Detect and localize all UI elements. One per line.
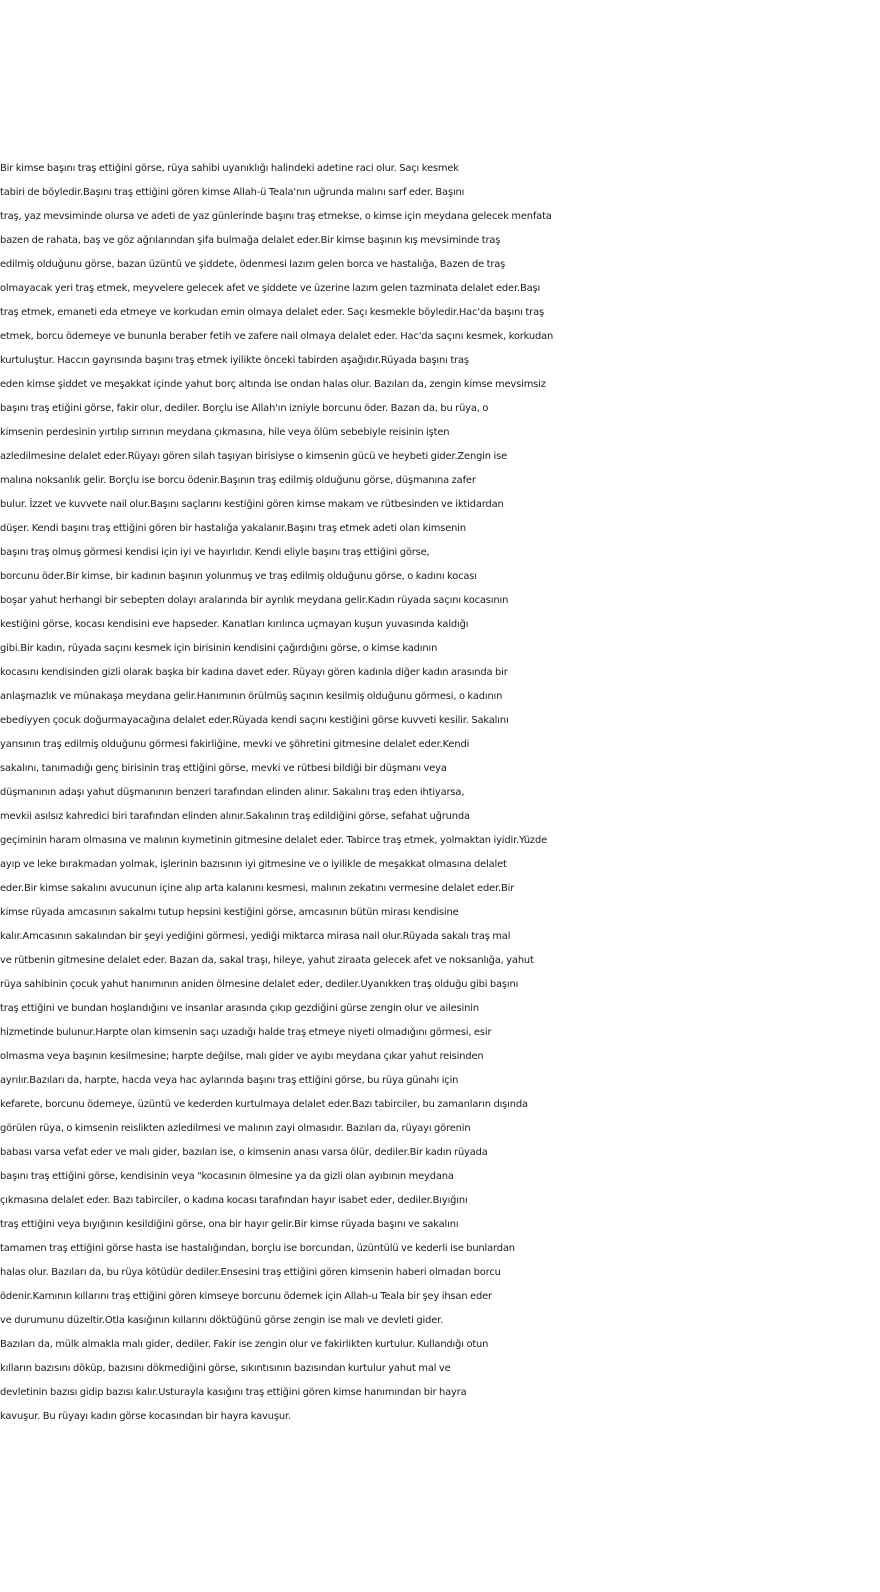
text-line: Bazıları da, mülk almakla malı gider, dediler. Fakir ise zengin olur ve fakirlikten kurtulur. Kullandığı otun [0,1339,489,1350]
text-line: kimse rüyada amcasının sakalmı tutup hepsini kestiğini görse, amcasının bütün mirası kendisine [0,907,459,918]
text-line: ayıp ve leke bırakmadan yolmak, işlerinin bazısının iyi gitmesine ve o iyilikle de meşakkat olmasına delalet [0,859,507,870]
text-line: eden kimse şiddet ve meşakkat içinde yahut borç altında ise ondan halas olur. Bazıları da, zengin kimse mevsimsiz [0,379,546,390]
text-line: etmek, borcu ödemeye ve bununla beraber fetih ve zafere nail olmaya delalet eder. Hac'da saçını kesmek, korkudan [0,331,554,342]
text-line: ve rütbenin gitmesine delalet eder. Bazan da, sakal traşı, hileye, yahut ziraata gelecek afet ve noksanlığa, yahut [0,955,534,966]
text-line: kestiğini görse, kocası kendisini eve hapseder. Kanatları kırılınca uçmayan kuşun yuvasında kaldığı [0,619,469,630]
text-line: kimsenin perdesinin yırtılıp sırrının meydana çıkmasına, hile veya ölüm sebebiyle reisinin işten [0,427,450,438]
text-line: azledilmesine delalet eder.Rüyayı gören silah taşıyan birisiyse o kimsenin gücü ve heybeti gider.Zengin ise [0,451,508,462]
text-line: tamamen traş ettiğini görse hasta ise hastalığından, borçlu ise borcundan, üzüntülü ve kederli ise bunlardan [0,1243,515,1254]
text-line: kalır.Amcasının sakalından bir şeyi yediğini görmesi, yediği miktarca mirasa nail olur.Rüyada sakalı traş mal [0,931,511,942]
text-line: ebediyyen çocuk doğurmayacağına delalet eder.Rüyada kendi saçını kestiğini görse kuvveti kesilir. Sakalını [0,715,509,726]
dream-interpretation-text [0,157,880,1429]
text-line: tabiri de böyledir.Başını traş ettiğini gören kimse Allah-ü Teala'nın uğrunda malını sarf eder. Başını [0,187,465,198]
text-line: boşar yahut herhangi bir sebepten dolayı aralarında bir ayrılık meydana gelir.Kadın rüyada saçını kocasının [0,595,509,606]
text-line: olmasma veya başının kesilmesine; harpte değilse, malı gider ve ayıbı meydana çıkar yahut reisinden [0,1051,484,1062]
text-line: ayrılır.Bazıları da, harpte, hacda veya hac aylarında başını traş ettiğini görse, bu rüya günahı için [0,1075,459,1086]
text-line: traş, yaz mevsiminde olursa ve adeti de yaz günlerinde başını traş etmekse, o kimse için meydana gelecek menfata [0,211,552,222]
text-line: başını traş ettiğini görse, kendisinin veya "kocasının ölmesine ya da gizli olan ayıbının meydana [0,1171,454,1182]
text-line: malına noksanlık gelir. Borçlu ise borcu ödenir.Başının traş edilmiş olduğunu görse, düşmanına zafer [0,475,476,486]
text-line: geçiminin haram olmasına ve malının kıymetinin gitmesine delalet eder. Tabirce traş etmek, yolmaktan iyidir.Yüzde [0,835,548,846]
text-line: görülen rüya, o kimsenin reislikten azledilmesi ve malının zayi olmasıdır. Bazıları da, rüyayı görenin [0,1123,471,1134]
text-line: sakalını, tanımadığı genç birisinin traş ettiğini görse, mevki ve rütbesi bildiği bir düşmanı veya [0,763,447,774]
text-line: hizmetinde bulunur.Harpte olan kimsenin saçı uzadığı halde traş etmeye niyeti olmadığını görmesi, esir [0,1027,492,1038]
text-line: babası varsa vefat eder ve malı gider, bazıları ise, o kimsenin anası varsa ölür, dediler.Bir kadın rüyada [0,1147,488,1158]
text-line: düşer. Kendi başını traş ettiğini gören bir hastalığa yakalanır.Başını traş etmek adeti olan kimsenin [0,523,466,534]
text-line: gibi.Bir kadın, rüyada saçını kesmek için birisinin kendisini çağırdığını görse, o kimse kadının [0,643,438,654]
text-line: başını traş etiğini görse, fakir olur, dediler. Borçlu ise Allah'ın izniyle borcunu öder. Bazan da, bu rüya, o [0,403,489,414]
text-line: ve durumunu düzeltir.Otla kasığının kıllarını döktüğünü görse zengin ise malı ve devleti gider. [0,1315,444,1326]
text-line: anlaşmazlık ve münakaşa meydana gelir.Hanımının örülmüş saçının kesilmiş olduğunu görmesi, o kadının [0,691,503,702]
text-line: eder.Bir kimse sakalını avucunun içine alıp arta kalanını kesmesi, malının zekatını vermesine delalet eder.Bir [0,883,515,894]
text-line: düşmanının adaşı yahut düşmanının benzeri tarafından elinden alınır. Sakalını traş eden ihtiyarsa, [0,787,465,798]
text-line: kavuşur. Bu rüyayı kadın görse kocasından bir hayra kavuşur. [0,1411,291,1422]
text-line: bazen de rahata, baş ve göz ağrılarından şifa bulmağa delalet eder.Bir kimse başının kış mevsiminde traş [0,235,501,246]
text-line: traş etmek, emaneti eda etmeye ve korkudan emin olmaya delalet eder. Saçı kesmekle böyledir.Hac'da başını traş [0,307,544,318]
text-line: kefarete, borcunu ödemeye, üzüntü ve kederden kurtulmaya delalet eder.Bazı tabirciler, bu zamanların dışında [0,1099,528,1110]
text-line: yarısının traş edilmiş olduğunu görmesi fakirliğine, mevki ve şöhretini gitmesine delalet eder.Kendi [0,739,470,750]
text-line: ödenir.Karnının kıllarını traş ettiğini gören kimseye borcunu ödemek için Allah-u Teala bir şey ihsan eder [0,1291,492,1302]
text-line: bulur. İzzet ve kuvvete nail olur.Başını saçlarını kestiğini gören kimse makam ve rütbesinden ve iktidardan [0,499,504,510]
text-line: Bir kimse başını traş ettiğini görse, rüya sahibi uyanıklığı halindeki adetine raci olur. Saçı kesmek [0,163,459,174]
text-line: olmayacak yeri traş etmek, meyvelere gelecek afet ve şiddete ve üzerine lazım gelen tazminata delalet eder.Başı [0,283,541,294]
text-line: çıkmasına delalet eder. Bazı tabirciler, o kadına kocası tarafından hayır isabet eder, dediler.Bıyığını [0,1195,468,1206]
text-line: kurtuluştur. Haccın gayrısında başını traş etmek iyilikte önceki tabirden aşağıdır.Rüyada başını traş [0,355,469,366]
text-line: devletinin bazısı gidip bazısı kalır.Usturayla kasığını traş ettiğini gören kimse hanımından bir hayra [0,1387,467,1398]
text-line: kocasını kendisinden gizli olarak başka bir kadına davet eder. Rüyayı gören kadınla diğer kadın arasında bir [0,667,508,678]
text-line: başını traş olmuş görmesi kendisi için iyi ve hayırlıdır. Kendi eliyle başını traş ettiğini görse, [0,547,430,558]
text-line: rüya sahibinin çocuk yahut hanımının aniden ölmesine delalet eder, dediler.Uyanıkken traş olduğu gibi başını [0,979,519,990]
text-line: edilmiş olduğunu görse, bazan üzüntü ve şiddete, ödenmesi lazım gelen borca ve hastalığa, Bazen de traş [0,259,506,270]
text-line: kılların bazısını döküp, bazısını dökmediğini görse, sıkıntısının bazısından kurtulur yahut mal ve [0,1363,451,1374]
text-line: mevkii asılsız kahredici biri tarafından elinden alınır.Sakalının traş edildiğini görse, sefahat uğrunda [0,811,470,822]
text-line: traş ettiğini veya bıyığının kesildiğini görse, ona bir hayır gelir.Bir kimse rüyada başını ve sakalını [0,1219,459,1230]
text-line: halas olur. Bazıları da, bu rüya kötüdür dediler.Ensesini traş ettiğini gören kimsenin haberi olmadan borcu [0,1267,501,1278]
text-line: traş ettiğini ve bundan hoşlandığını ve insanlar arasında çıkıp gezdiğini gürse zengin olur ve ailesinin [0,1003,479,1014]
text-line: borcunu öder.Bir kimse, bir kadının başının yolunmuş ve traş edilmiş olduğunu görse, o kadını kocası [0,571,477,582]
